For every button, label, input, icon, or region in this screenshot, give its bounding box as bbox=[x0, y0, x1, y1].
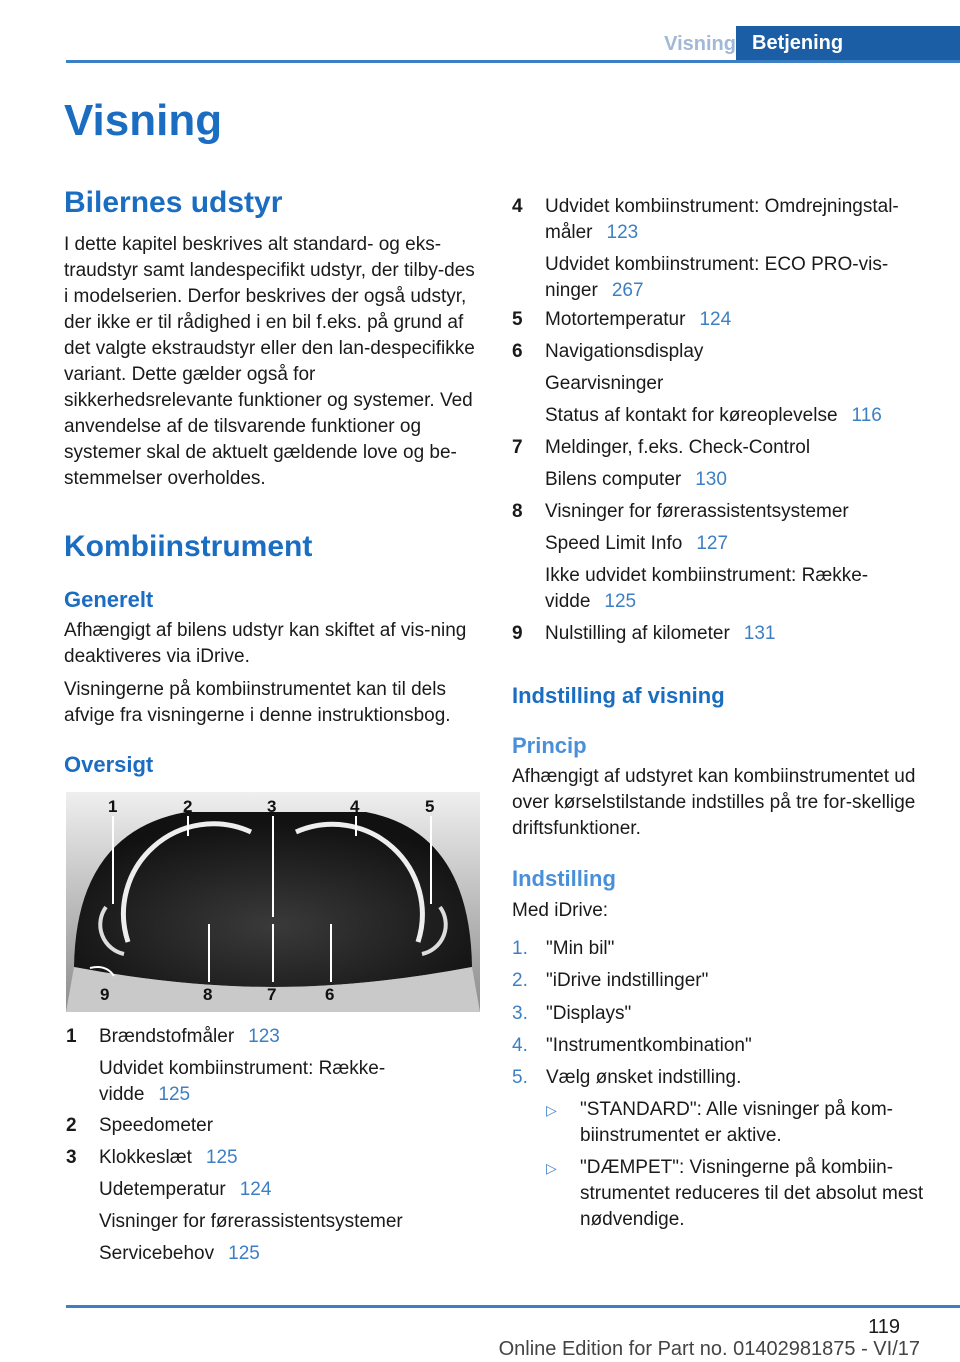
page-title: Visning bbox=[64, 96, 223, 145]
legend-num: 6 bbox=[512, 341, 523, 362]
legend-text: Meldinger, f.eks. Check-Control bbox=[545, 437, 811, 458]
heading-kombiinstrument: Kombiinstrument bbox=[64, 530, 313, 563]
legend-text: Udetemperatur bbox=[99, 1179, 226, 1200]
legend-num: 4 bbox=[512, 196, 523, 217]
figure-label-2: 2 bbox=[183, 797, 193, 816]
figure-label-1: 1 bbox=[108, 797, 118, 816]
page-ref-link[interactable]: 131 bbox=[743, 623, 776, 644]
step-number: 3. bbox=[512, 1003, 528, 1024]
legend-num: 5 bbox=[512, 309, 523, 330]
legend-text: Brændstofmåler bbox=[99, 1026, 235, 1047]
page-ref-link[interactable]: 125 bbox=[604, 591, 637, 612]
figure-label-5: 5 bbox=[425, 797, 435, 816]
heading-indstilling-af-visning: Indstilling af visning bbox=[512, 683, 725, 708]
legend-num: 3 bbox=[66, 1147, 77, 1168]
legend-text: Nulstilling af kilometer bbox=[545, 623, 730, 644]
legend-text: Motortemperatur bbox=[545, 309, 686, 330]
instrument-cluster-illustration bbox=[66, 792, 480, 1012]
heading-generelt: Generelt bbox=[64, 587, 154, 612]
step-text: "Instrumentkombination" bbox=[546, 1035, 752, 1056]
legend-text: Servicebehov bbox=[99, 1243, 215, 1264]
figure-label-6: 6 bbox=[325, 985, 335, 1004]
legend-num: 7 bbox=[512, 437, 523, 458]
legend-text: Gearvisninger bbox=[545, 373, 664, 394]
footer-rule bbox=[66, 1305, 960, 1308]
page-number: 119 bbox=[868, 1316, 900, 1338]
heading-princip: Princip bbox=[512, 733, 587, 758]
step-text: Vælg ønsket indstilling. bbox=[546, 1067, 742, 1088]
legend-text: Ikke udvidet kombiinstrument: Række-vidde bbox=[545, 565, 869, 612]
page-ref-link[interactable]: 125 bbox=[228, 1243, 260, 1264]
legend-text: Visninger for førerassistentsystemer bbox=[545, 501, 849, 522]
legend-text: Bilens computer bbox=[545, 469, 682, 490]
page-ref-link[interactable]: 124 bbox=[699, 309, 732, 330]
figure-label-8: 8 bbox=[203, 985, 213, 1004]
paragraph-generelt-2: Visningerne på kombiinstrumentet kan til dels afvige fra visningerne i denne instruktionsbog. bbox=[64, 679, 451, 726]
paragraph-bilernes-udstyr: I dette kapitel beskrives alt standard- og eks-traudstyr samt landespecifikt udstyr, der tilby-des i modelserien. Derfor beskrives der også udstyr, der ikke er til rådighed i en bil f.eks. på grund af det valgte ekstraudstyr eller den lan-despecifikke variant. Dette gælder også for sikkerhedsrelevante funktioner og systemer. Ved anvendelse af de tilsvarende funktioner og systemer skal de aktuelt gældende love og be-stemmelser overholdes. bbox=[64, 234, 475, 489]
triangle-bullet-icon: ▷ bbox=[546, 1102, 557, 1118]
heading-indstilling: Indstilling bbox=[512, 866, 616, 891]
legend-text: Udvidet kombiinstrument: Række-vidde bbox=[99, 1058, 386, 1105]
paragraph-princip: Afhængigt af udstyret kan kombiinstrumentet ud over kørselstilstande indstilles på tre for-skellige driftsfunktioner. bbox=[512, 766, 916, 839]
step-text: "Min bil" bbox=[546, 938, 615, 959]
legend-num: 1 bbox=[66, 1026, 77, 1047]
figure-label-7: 7 bbox=[267, 985, 277, 1004]
step-text: "iDrive indstillinger" bbox=[546, 970, 709, 991]
page-ref-link[interactable]: 125 bbox=[205, 1147, 238, 1168]
legend-text: Udvidet kombiinstrument: Omdrejningstal-måler bbox=[545, 196, 899, 243]
step-number: 5. bbox=[512, 1067, 528, 1088]
paragraph-med-idrive: Med iDrive: bbox=[512, 900, 609, 921]
page-ref-link[interactable]: 127 bbox=[696, 533, 729, 554]
figure-label-9: 9 bbox=[100, 985, 110, 1004]
option-text: "STANDARD": Alle visninger på kom-biinstrumentet er aktive. bbox=[580, 1099, 894, 1146]
heading-bilernes-udstyr: Bilernes udstyr bbox=[64, 186, 283, 219]
legend-text: Speedometer bbox=[99, 1115, 214, 1136]
legend-text: Speed Limit Info bbox=[545, 533, 683, 554]
page-ref-link[interactable]: 123 bbox=[606, 222, 639, 243]
header-section-label: Visning bbox=[664, 33, 736, 55]
step-number: 2. bbox=[512, 970, 528, 991]
step-number: 4. bbox=[512, 1035, 528, 1056]
page-ref-link[interactable]: 130 bbox=[695, 469, 727, 490]
legend-text: Visninger for førerassistentsystemer bbox=[99, 1211, 403, 1232]
triangle-bullet-icon: ▷ bbox=[546, 1160, 557, 1176]
header-chapter-tab: Betjening bbox=[736, 26, 960, 60]
page-ref-link[interactable]: 116 bbox=[851, 405, 882, 426]
page-ref-link[interactable]: 267 bbox=[611, 280, 644, 301]
legend-text: Status af kontakt for køreoplevelse bbox=[545, 405, 838, 426]
option-text: "DÆMPET": Visningerne på kombiin-strumentet reduceres til det absolut mest nødvendige. bbox=[580, 1157, 924, 1230]
step-text: "Displays" bbox=[546, 1003, 632, 1024]
heading-oversigt: Oversigt bbox=[64, 752, 154, 777]
legend-text: Udvidet kombiinstrument: ECO PRO-vis-ninger bbox=[545, 254, 889, 301]
header-rule bbox=[66, 60, 960, 63]
figure-label-3: 3 bbox=[267, 797, 277, 816]
figure-label-4: 4 bbox=[350, 797, 360, 816]
legend-text: Klokkeslæt bbox=[99, 1147, 192, 1168]
legend-text: Navigationsdisplay bbox=[545, 341, 704, 362]
page-ref-link[interactable]: 123 bbox=[248, 1026, 280, 1047]
legend-num: 2 bbox=[66, 1115, 77, 1136]
legend-num: 8 bbox=[512, 501, 523, 522]
legend-num: 9 bbox=[512, 623, 523, 644]
step-number: 1. bbox=[512, 938, 528, 959]
paragraph-generelt-1: Afhængigt af bilens udstyr kan skiftet af vis-ning deaktiveres via iDrive. bbox=[64, 620, 467, 667]
edition-footer: Online Edition for Part no. 01402981875 - VI/17 bbox=[498, 1338, 920, 1360]
instrument-cluster-figure bbox=[66, 792, 480, 1012]
page-ref-link[interactable]: 124 bbox=[239, 1179, 272, 1200]
page-ref-link[interactable]: 125 bbox=[158, 1084, 191, 1105]
paragraph-generelt bbox=[64, 618, 479, 736]
